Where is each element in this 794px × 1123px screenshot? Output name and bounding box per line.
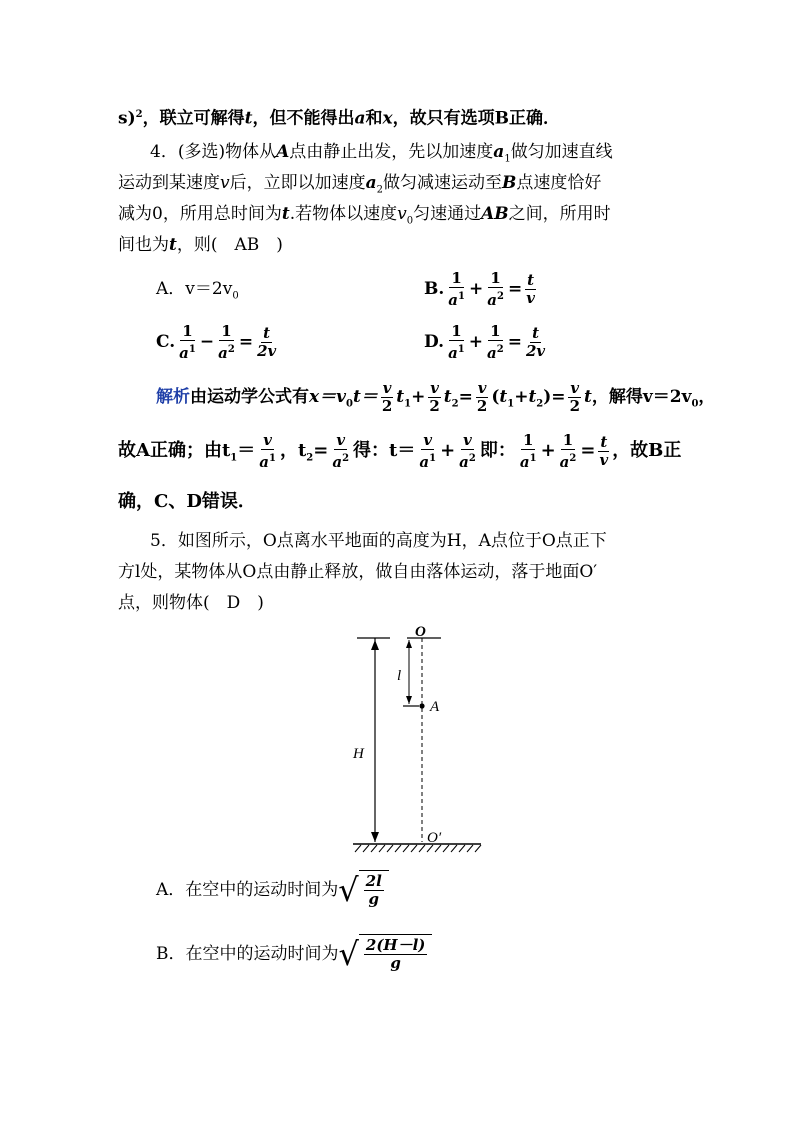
q4-line4: 间也为t，则( AB ) — [118, 235, 283, 255]
label-O-prime: O′ — [427, 830, 442, 846]
q4-option-c: C. $\frac{1}{a^1}$ − $\frac{1}{a^2}$ = $\frac{t}{2v}$ — [156, 322, 277, 362]
label-l: l — [397, 668, 402, 684]
label-H: H — [353, 746, 364, 762]
q4-line2: 运动到某速度v后，立即以加速度$a_2$做匀减速运动至B点速度恰好 — [118, 173, 602, 196]
q5-line3: 点，则物体( D ) — [118, 593, 264, 613]
q4-option-b: B. $\frac{1}{a^1}$ + $\frac{1}{a^2}$ = $\frac{t}{v}$ — [424, 269, 535, 309]
analysis-label: 解析 — [156, 387, 190, 407]
analysis-line3: 确，C、D错误． — [118, 491, 256, 512]
q5-option-a: A．在空中的运动时间为 √ $\frac{2l}{g}$ — [156, 866, 389, 914]
q4-line3: 减为0，所用总时间为t.若物体以速度$v_0$匀速通过AB之间，所用时 — [118, 204, 611, 227]
solution-continuation: s)$^2$，联立可解得t，但不能得出a和x，故只有选项B正确． — [118, 108, 560, 129]
q5-option-b: B．在空中的运动时间为 √ $\frac{2(H-l)}{g}$ — [156, 930, 432, 978]
label-A: A — [430, 699, 440, 715]
q5-line1: 5．如图所示，O点离水平地面的高度为H，A点位于O点正下 — [150, 531, 607, 551]
q4-option-a: A．$v=2v_0$ — [156, 279, 239, 302]
analysis-line1: 解析由运动学公式有$x=v_0t=$ $\frac{v}{2}$ $t_1+$ $\frac{v}{2}$ $t_2=$ $\frac{v}{2}$ $(t_1+t_2)=$ $\frac{v}{2}$ t，解得$v=2v_0$， — [156, 379, 716, 415]
q4-line1: 4．(多选)物体从A点由静止出发，先以加速度$a_1$做匀加速直线 — [150, 142, 613, 165]
q4-option-d: D. $\frac{1}{a^1}$ + $\frac{1}{a^2}$ = $\frac{t}{2v}$ — [424, 322, 546, 362]
free-fall-diagram — [345, 620, 495, 860]
label-O: O — [415, 624, 426, 640]
q5-line2: 方l处，某物体从O点由静止释放，做自由落体运动，落于地面O′ — [118, 562, 598, 582]
analysis-line2: 故A正确；由$t_1=$ $\frac{v}{a^1}$ ，$t_2=$ $\frac{v}{a^2}$ 得：t＝ $\frac{v}{a^1}$ + $\frac{v}{a^2}$ 即： $\frac{1}{a^1}$ + $\frac{1}{a^2}$ = $\frac{t}{v}$ ，故B正 — [118, 430, 682, 471]
